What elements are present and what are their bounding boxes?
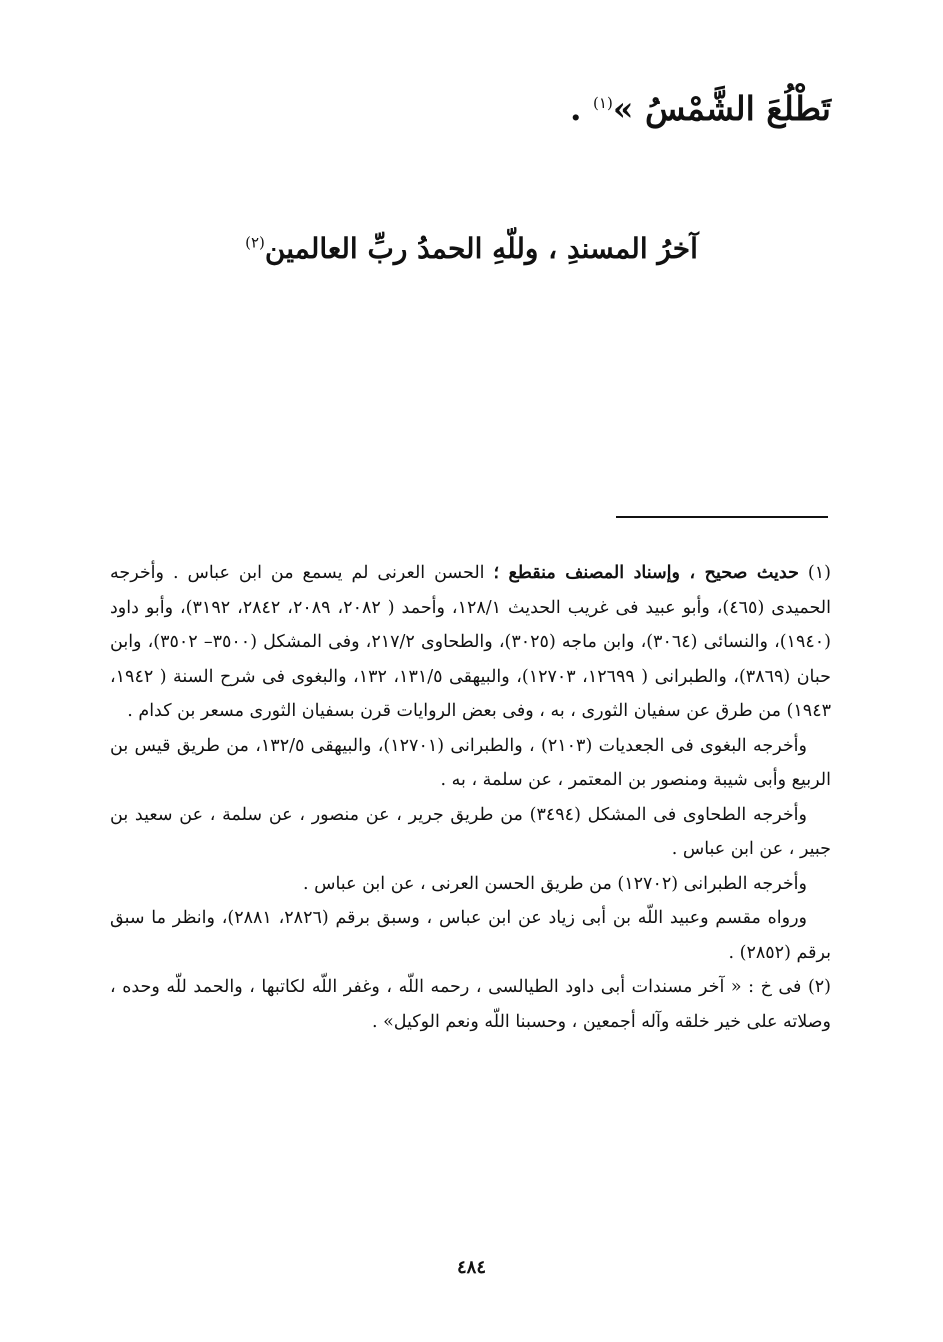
footnote-1-para-3: وأخرجه الطحاوى فى المشكل (٣٤٩٤) من طريق جرير ، عن منصور ، عن سلمة ، عن سعيد بن جبير ، عن ابن عباس . xyxy=(110,804,831,859)
closing-period: . xyxy=(570,89,582,128)
footnote-1-para-2: وأخرجه البغوى فى الجعديات (٢١٠٣) ، والطبرانى (١٢٧٠١)، والبيهقى ١٣٢/٥، من طريق قيس بن الربيع وأبى شيبة ومنصور بن المعتمر ، عن سلمة ، به . xyxy=(110,735,831,790)
footnote-2-number: (٢) xyxy=(807,977,831,997)
footnote-1-para-5: ورواه مقسم وعبيد اللّه بن أبى زياد عن ابن عباس ، وسبق برقم (٢٨٢٦، ٢٨٨١)، وانظر ما سبق برقم (٢٨٥٢) . xyxy=(110,908,831,963)
closing-text: تَطْلُعَ الشَّمْسُ » xyxy=(612,89,831,128)
page-number: ٤٨٤ xyxy=(456,1257,486,1278)
footnote-1-para-4: وأخرجه الطبرانى (١٢٧٠٢) من طريق الحسن العرنى ، عن ابن عباس . xyxy=(302,873,807,894)
footnote-2-text: فى خ : « آخر مسندات أبى داود الطيالسى ، رحمه اللّه ، وغفر اللّه لكاتبها ، والحمد للّه وحده ، وصلاته على خير خلقه وآله أجمعين ، وحسبنا اللّه ونعم الوكيل» . xyxy=(110,977,831,1032)
footnote-separator xyxy=(616,516,828,518)
footnote-ref-2: (٢) xyxy=(245,233,265,252)
footnote-ref-1: (١) xyxy=(593,94,613,112)
end-of-musnad-heading xyxy=(0,224,943,274)
footnote-1-grading: حديث صحيح ، وإسناد المصنف منقطع ؛ xyxy=(493,563,799,583)
footnote-1-text: الحسن العرنى لم يسمع من ابن عباس . وأخرجه الحميدى (٤٦٥)، وأبو عبيد فى غريب الحديث ١٢٨/١، وأحمد ( ٢٠٨٢، ٢٠٨٩، ٢٨٤٢، ٣١٩٢)، وأبو داود (١٩٤٠)، والنسائى (٣٠٦٤)، وابن ماجه (٣٠٢٥)، والطحاوى ٢١٧/٢، وفى المشكل (٣٥٠٠– ٣٥٠٢)، وابن حبان (٣٨٦٩)، والطبرانى ( ١٢٦٩٩، ١٢٧٠٣)، والبيهقى ١٣١/٥، ١٣٢، والبغوى فى شرح السنة ( ١٩٤٢، ١٩٤٣) من طرق عن سفيان الثورى ، به ، وفى بعض الروايات قرن بسفيان الثورى مسعر بن كدام . xyxy=(110,563,831,721)
footnotes-section xyxy=(110,556,831,1039)
heading-text: آخرُ المسندِ ، وللّهِ الحمدُ ربِّ العالمين xyxy=(264,232,698,265)
footnote-1-number: (١) xyxy=(807,563,831,583)
footnote-1-para-1 xyxy=(110,556,831,729)
footnote-2 xyxy=(110,970,831,1039)
hadith-closing-line xyxy=(570,84,831,134)
